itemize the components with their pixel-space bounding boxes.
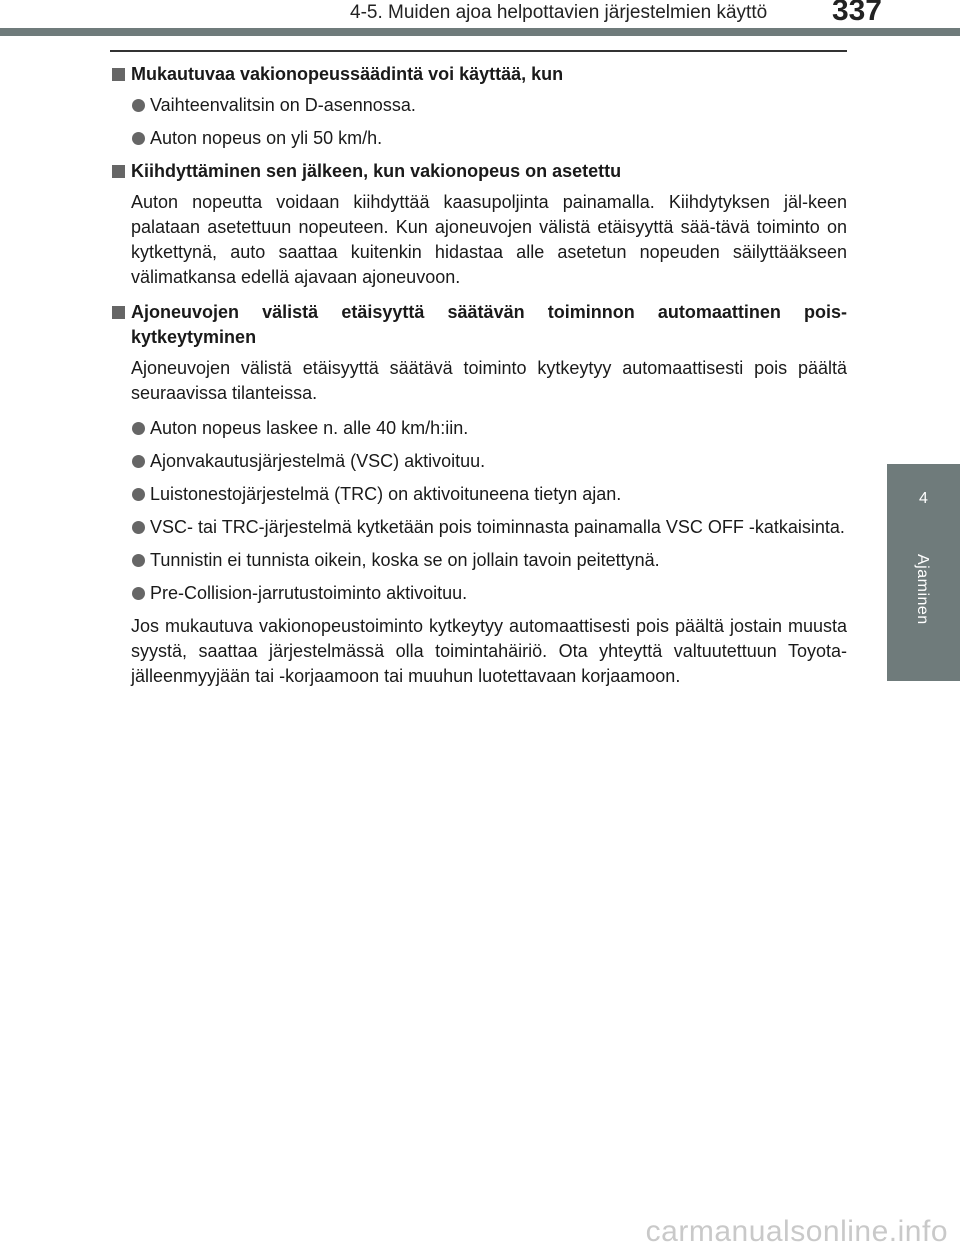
closing-paragraph: Jos mukautuva vakionopeustoiminto kytkeytyy automaattisesti pois päältä jostain muusta syystä, saattaa järjestelmässä olla toimintahäiriö. Ota yhteyttä valtuutettuun Toyota-jälleenmyyjään tai -korjaamoon tai muuhun luotettavaan korjaamoon. bbox=[131, 616, 847, 686]
list-item-text: Auton nopeus laskee n. alle 40 km/h:iin. bbox=[150, 418, 469, 438]
section-heading bbox=[112, 300, 847, 350]
list-item bbox=[112, 548, 847, 573]
round-bullet-icon bbox=[132, 521, 145, 534]
header-gray-strip bbox=[0, 28, 960, 36]
list-item-text: Ajonvakautusjärjestelmä (VSC) aktivoituu. bbox=[150, 451, 486, 471]
section-usage-conditions bbox=[112, 62, 847, 151]
watermark: carmanualsonline.info bbox=[645, 1215, 948, 1248]
list-item bbox=[112, 449, 847, 474]
page-header bbox=[0, 0, 960, 36]
section-auto-cancel bbox=[112, 300, 847, 689]
list-item-text: Tunnistin ei tunnista oikein, koska se on jollain tavoin peitettynä. bbox=[150, 550, 660, 570]
list-item-text: Pre-Collision-jarrutustoiminto aktivoituu. bbox=[150, 583, 468, 603]
page-number: 337 bbox=[831, 0, 882, 27]
list-item-text: Auton nopeus on yli 50 km/h. bbox=[150, 128, 383, 148]
chapter-name: Ajaminen bbox=[914, 554, 931, 625]
list-item bbox=[112, 482, 847, 507]
main-content bbox=[112, 62, 847, 699]
list-item bbox=[112, 515, 847, 540]
round-bullet-icon bbox=[132, 455, 145, 468]
list-item bbox=[112, 126, 847, 151]
round-bullet-icon bbox=[132, 422, 145, 435]
section-heading bbox=[112, 159, 847, 184]
list-item bbox=[112, 416, 847, 441]
heading-text: Ajoneuvojen välistä etäisyyttä säätävän toiminnon automaattinen pois-kytkeytyminen bbox=[131, 302, 847, 347]
list-item-text: Luistonestojärjestelmä (TRC) on aktivoituneena tietyn ajan. bbox=[150, 484, 622, 504]
chapter-tab bbox=[887, 464, 960, 681]
round-bullet-icon bbox=[132, 587, 145, 600]
paragraph: Auton nopeutta voidaan kiihdyttää kaasupoljinta painamalla. Kiihdytyksen jäl-keen palataan asetettuun nopeuteen. Kun ajoneuvojen välistä etäisyyttä sää-tävä toiminto on kytkettynä, auto saattaa kuitenkin hidastaa alle asetetun nopeuden säilyttääkseen välimatkansa edellä ajavaan ajoneuvoon. bbox=[131, 192, 847, 287]
round-bullet-icon bbox=[132, 488, 145, 501]
square-bullet-icon bbox=[112, 306, 125, 319]
header-title: 4-5. Muiden ajoa helpottavien järjestelmien käyttö bbox=[350, 2, 768, 23]
square-bullet-icon bbox=[112, 68, 125, 81]
list-item bbox=[112, 93, 847, 118]
heading-text: Mukautuvaa vakionopeussäädintä voi käyttää, kun bbox=[131, 64, 564, 84]
list-item-text: Vaihteenvalitsin on D-asennossa. bbox=[150, 95, 416, 115]
heading-text: Kiihdyttäminen sen jälkeen, kun vakionopeus on asetettu bbox=[131, 161, 622, 181]
round-bullet-icon bbox=[132, 99, 145, 112]
round-bullet-icon bbox=[132, 554, 145, 567]
round-bullet-icon bbox=[132, 132, 145, 145]
section-acceleration bbox=[112, 159, 847, 290]
list-item-text: VSC- tai TRC-järjestelmä kytketään pois toiminnasta painamalla VSC OFF -katkaisinta. bbox=[150, 517, 845, 537]
top-rule bbox=[110, 50, 847, 52]
list-item bbox=[112, 581, 847, 606]
section-heading bbox=[112, 62, 847, 87]
paragraph: Ajoneuvojen välistä etäisyyttä säätävä toiminto kytkeytyy automaattisesti pois päältä seuraavissa tilanteissa. bbox=[131, 358, 847, 403]
chapter-number: 4 bbox=[919, 490, 928, 507]
square-bullet-icon bbox=[112, 165, 125, 178]
